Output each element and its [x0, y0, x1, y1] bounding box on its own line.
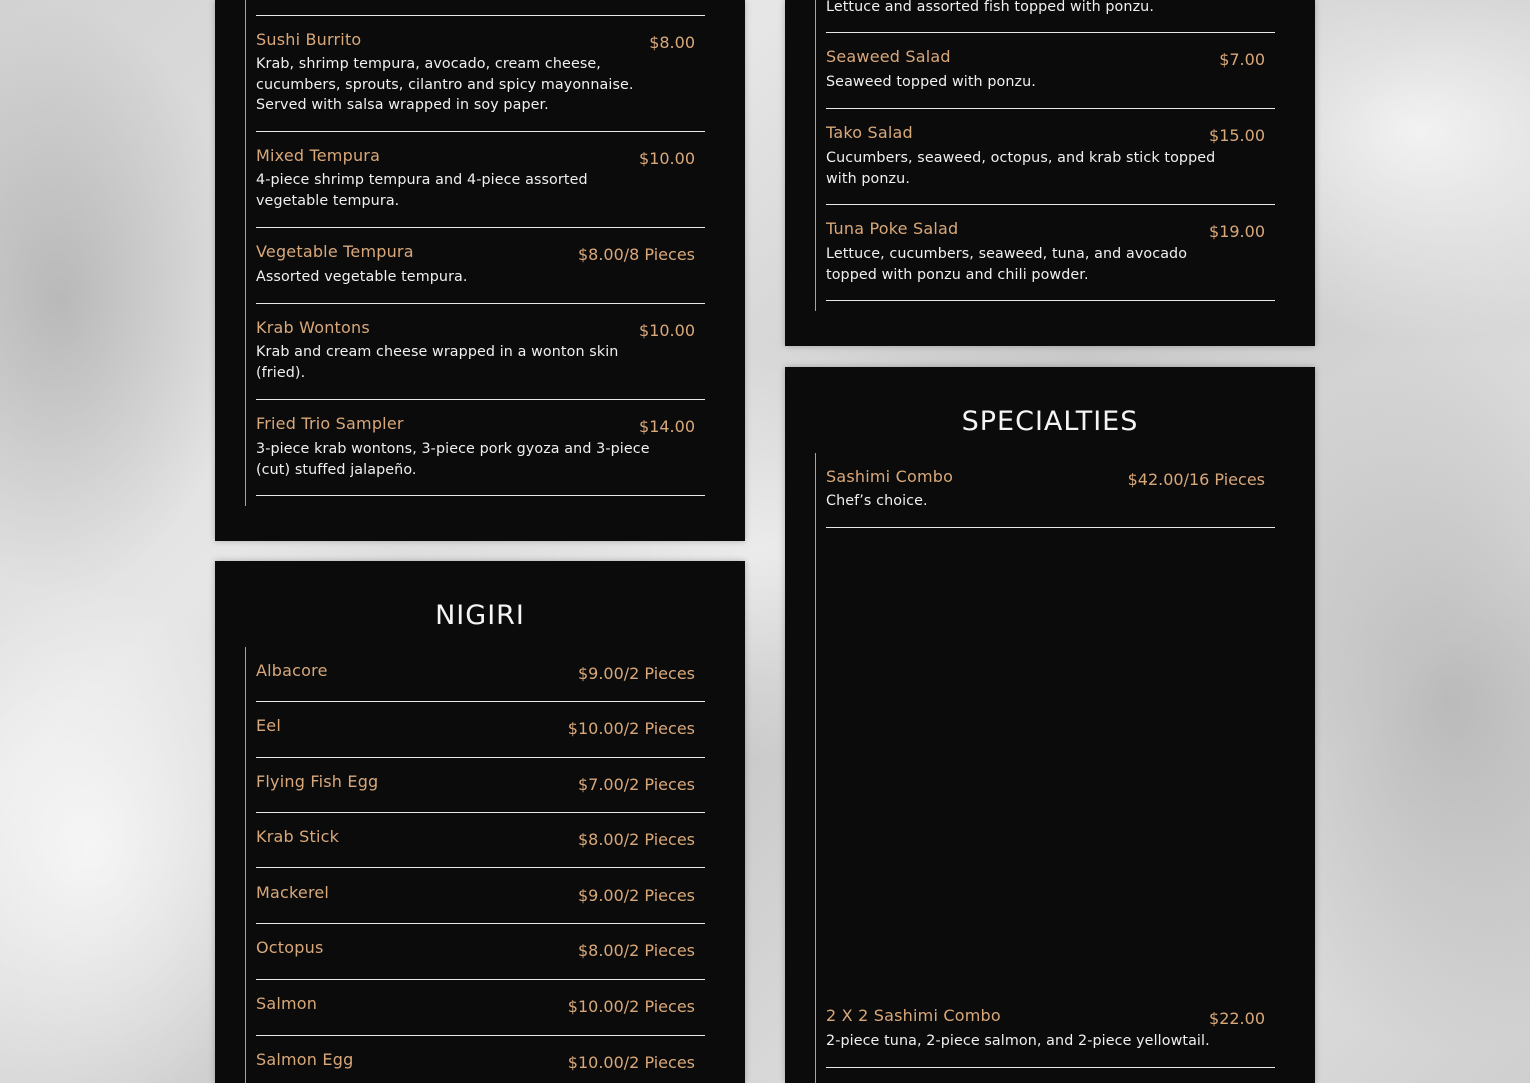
item-name: Sushi Burrito — [256, 30, 362, 49]
accent-rail — [815, 453, 816, 1083]
item-price: $14.00 — [639, 417, 695, 436]
item-price: $42.00/16 Pieces — [1127, 470, 1265, 489]
accent-rail — [245, 0, 246, 506]
divider — [256, 495, 705, 496]
item-price: $15.00 — [1209, 126, 1265, 145]
item-description: 4-piece shrimp tempura and 4-piece assorted vegetable tempura. — [256, 172, 588, 209]
item-price: $8.00/2 Pieces — [577, 830, 695, 849]
item-price: $10.00 — [639, 321, 695, 340]
item-description: Assorted vegetable tempura. — [256, 269, 468, 285]
item-description: Lettuce and assorted fish topped with ponzu. — [826, 0, 1154, 15]
divider — [256, 812, 705, 813]
item-name: Tuna Poke Salad — [826, 219, 959, 238]
item-price: $22.00 — [1209, 1009, 1265, 1028]
appetizers-panel — [215, 0, 745, 541]
item-name: Mixed Tempura — [256, 146, 381, 165]
item-name: Albacore — [256, 661, 328, 680]
divider — [256, 979, 705, 980]
item-name: Mackerel — [256, 883, 330, 902]
item-price: $9.00/2 Pieces — [577, 664, 695, 683]
salads-panel — [785, 0, 1315, 346]
divider — [826, 527, 1275, 528]
divider — [256, 303, 705, 304]
divider — [826, 204, 1275, 205]
item-price: $8.00 — [649, 33, 695, 52]
accent-rail — [815, 0, 816, 311]
item-name: 2 X 2 Sashimi Combo — [826, 1006, 1001, 1025]
item-description: Krab, shrimp tempura, avocado, cream cheese, cucumbers, sprouts, cilantro and spicy mayonnaise. Served with salsa wrapped in soy paper. — [256, 56, 634, 113]
section-title: SPECIALTIES — [961, 406, 1139, 437]
item-name: Vegetable Tempura — [256, 242, 414, 261]
item-name: Seaweed Salad — [826, 47, 951, 66]
item-name: Sashimi Combo — [826, 467, 954, 486]
item-description: 3-piece krab wontons, 3-piece pork gyoza and 3-piece (cut) stuffed jalapeño. — [256, 441, 650, 478]
item-price: $19.00 — [1209, 222, 1265, 241]
accent-rail — [245, 647, 246, 1083]
item-description: Lettuce, cucumbers, seaweed, tuna, and avocado topped with ponzu and chili powder. — [826, 246, 1188, 283]
item-description: Cucumbers, seaweed, octopus, and krab stick topped with ponzu. — [826, 150, 1216, 187]
item-description: Krab and cream cheese wrapped in a wonton skin (fried). — [256, 344, 619, 381]
divider — [256, 399, 705, 400]
divider — [256, 867, 705, 868]
item-description: 2-piece tuna, 2-piece salmon, and 2-piece yellowtail. — [826, 1033, 1210, 1049]
divider — [256, 701, 705, 702]
item-name: Octopus — [256, 938, 324, 957]
item-name: Salmon Egg — [256, 1050, 354, 1069]
item-name: Eel — [256, 716, 281, 735]
section-title: NIGIRI — [435, 600, 525, 631]
specialties-panel — [785, 367, 1315, 1083]
item-name: Flying Fish Egg — [256, 772, 379, 791]
divider — [826, 32, 1275, 33]
item-name: Fried Trio Sampler — [256, 414, 404, 433]
item-price: $9.00/2 Pieces — [577, 886, 695, 905]
item-price: $10.00 — [639, 149, 695, 168]
item-description: Chef’s choice. — [826, 493, 928, 509]
item-price: $8.00/2 Pieces — [577, 941, 695, 960]
item-price: $8.00/8 Pieces — [577, 245, 695, 264]
divider — [256, 15, 705, 16]
item-name: Salmon — [256, 994, 318, 1013]
item-name: Krab Stick — [256, 827, 340, 846]
item-name: Krab Wontons — [256, 318, 370, 337]
item-price: $7.00 — [1219, 50, 1265, 69]
divider — [256, 131, 705, 132]
divider — [256, 227, 705, 228]
item-price: $7.00/2 Pieces — [577, 775, 695, 794]
item-price: $10.00/2 Pieces — [567, 997, 695, 1016]
item-description: Seaweed topped with ponzu. — [826, 74, 1036, 90]
divider — [826, 300, 1275, 301]
nigiri-panel — [215, 561, 745, 1083]
item-price: $10.00/2 Pieces — [567, 719, 695, 738]
divider — [256, 1035, 705, 1036]
divider — [826, 1067, 1275, 1068]
divider — [256, 923, 705, 924]
divider — [256, 757, 705, 758]
divider — [826, 108, 1275, 109]
item-name: Tako Salad — [826, 123, 913, 142]
item-price: $10.00/2 Pieces — [567, 1053, 695, 1072]
